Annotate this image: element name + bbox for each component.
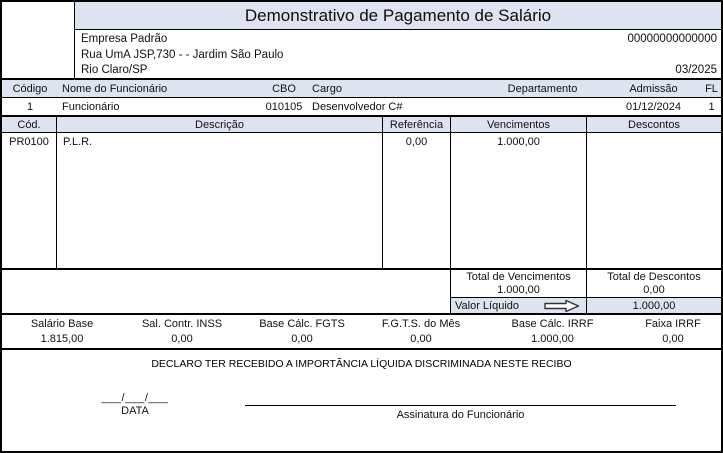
company-logo-placeholder (2, 2, 75, 78)
items-column-vencimentos (451, 133, 587, 268)
company-line-2 (81, 48, 717, 62)
base-value: 0,00 (171, 332, 193, 345)
total-descontos-label: Total de Descontos (607, 271, 701, 283)
items-body (2, 133, 721, 268)
employee-header-fl: FL (705, 82, 718, 95)
company-city: Rio Claro/SP (81, 64, 148, 76)
valor-liquido-cell (451, 297, 586, 313)
declaration-section (2, 348, 721, 451)
total-vencimentos-value: 1.000,00 (497, 284, 540, 296)
document-title: Demonstrativo de Pagamento de Salário (75, 2, 721, 30)
company-address: Rua UmA JSP,730 - - Jardim São Paulo (81, 48, 284, 61)
base-label: Base Cálc. IRRF (511, 317, 594, 330)
employee-header-departamento: Departamento (507, 82, 578, 95)
base-fgts-mes (362, 315, 480, 348)
declaration-text: DECLARO TER RECEBIDO A IMPORTÃNCIA LÍQUIDA DISCRIMINADA NESTE RECIBO (151, 358, 572, 370)
employee-codigo: 1 (26, 100, 34, 113)
company-line-3 (81, 63, 717, 77)
base-label: Sal. Contr. INSS (141, 317, 223, 330)
date-blanks: ___/___/___ (101, 392, 169, 404)
reference-period: 03/2025 (675, 64, 717, 76)
employee-admissao: 01/12/2024 (625, 100, 682, 113)
document-header (2, 2, 721, 78)
company-document-number: 00000000000000 (627, 33, 717, 45)
employee-header-codigo: Código (12, 82, 48, 95)
base-calc-irrf (480, 315, 625, 348)
items-header-vencimentos: Vencimentos (451, 117, 587, 132)
employee-values-row (2, 98, 721, 115)
base-value: 0,00 (291, 332, 313, 345)
signature-block (245, 405, 676, 421)
base-salario-base (2, 315, 122, 348)
total-descontos-value: 0,00 (643, 284, 665, 296)
base-value: 0,00 (662, 332, 684, 345)
employee-header-row (2, 78, 721, 98)
base-value: 1.815,00 (40, 332, 84, 345)
item-cell-cod: PR0100 (9, 136, 49, 148)
header-right (75, 2, 721, 78)
base-label: Faixa IRRF (645, 317, 701, 330)
valor-liquido-value: 1.000,00 (587, 297, 721, 313)
items-header-descricao: Descrição (57, 117, 383, 132)
items-header-row (2, 117, 721, 133)
employee-header-cargo: Cargo (312, 82, 342, 95)
totals-vencimentos-column (451, 270, 587, 313)
base-calc-fgts (242, 315, 362, 348)
totals-descontos-column (587, 270, 721, 313)
company-info (75, 30, 721, 78)
total-vencimentos-label: Total de Vencimentos (466, 271, 571, 283)
totals-empty-box (2, 270, 451, 313)
items-column-cod (2, 133, 57, 268)
base-label: F.G.T.S. do Mês (381, 317, 461, 330)
items-header-referencia: Referência (383, 117, 451, 132)
base-label: Base Cálc. FGTS (259, 317, 345, 330)
base-label: Salário Base (30, 317, 94, 330)
items-column-referencia (383, 133, 451, 268)
company-name: Empresa Padrão (81, 33, 168, 45)
date-block (85, 392, 185, 418)
items-table (2, 115, 721, 268)
company-line-1 (81, 32, 717, 46)
totals-section (2, 268, 721, 313)
employee-nome: Funcionário (62, 100, 120, 113)
employee-cargo: Desenvolvedor C# (312, 100, 403, 113)
right-arrow-icon (544, 299, 580, 313)
base-sal-contr-inss (122, 315, 242, 348)
items-column-descricao (57, 133, 383, 268)
employee-header-admissao: Admissão (629, 82, 678, 95)
base-faixa-irrf (625, 315, 721, 348)
employee-header-nome: Nome do Funcionário (62, 82, 168, 95)
item-cell-referencia: 0,00 (405, 136, 428, 148)
employee-fl: 1 (708, 100, 715, 113)
date-label: DATA (121, 405, 149, 417)
items-column-descontos (587, 133, 721, 268)
items-header-cod: Cód. (2, 117, 57, 132)
items-header-descontos: Descontos (628, 119, 680, 131)
employee-header-cbo: CBO (272, 82, 296, 95)
base-value: 1.000,00 (531, 332, 574, 345)
item-cell-descricao: P.L.R. (63, 136, 93, 148)
bases-section (2, 313, 721, 348)
signature-label: Assinatura do Funcionário (396, 409, 525, 421)
item-cell-vencimentos: 1.000,00 (497, 136, 540, 148)
valor-liquido-label: Valor Líquido (455, 299, 520, 312)
employee-cbo: 010105 (265, 100, 303, 113)
base-value: 0,00 (410, 332, 432, 345)
